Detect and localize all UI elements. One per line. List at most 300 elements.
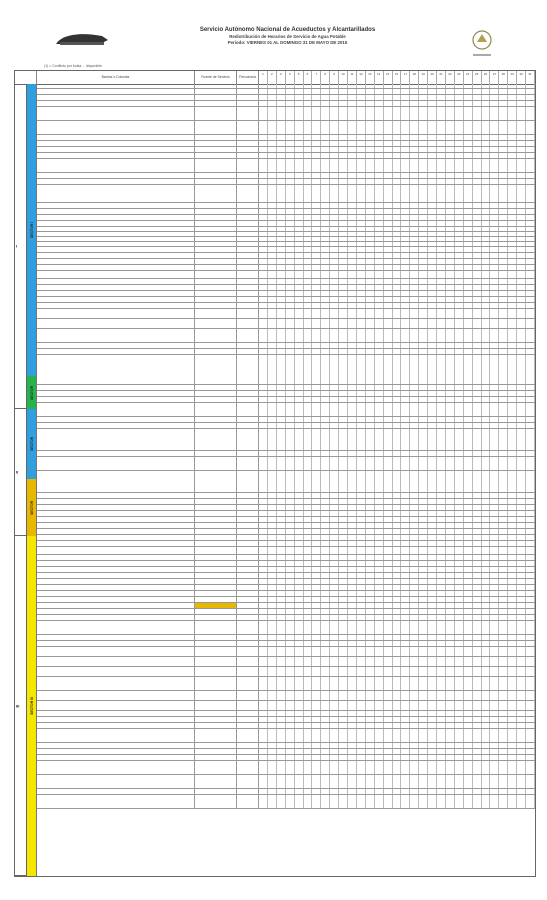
day-cell xyxy=(357,535,366,540)
day-cell xyxy=(419,775,428,788)
row-frequency-cell xyxy=(237,185,259,202)
day-cell xyxy=(304,101,313,106)
day-cell xyxy=(286,265,295,270)
day-cell xyxy=(268,227,277,231)
table-row xyxy=(37,795,535,809)
day-cell xyxy=(428,657,437,666)
day-cell xyxy=(286,457,295,470)
day-cell xyxy=(428,457,437,470)
day-cell xyxy=(464,319,473,328)
day-cell xyxy=(473,523,482,528)
day-cell xyxy=(490,253,499,258)
day-cell xyxy=(508,667,517,676)
day-cell xyxy=(455,457,464,470)
day-cell xyxy=(357,723,366,728)
day-cell xyxy=(277,107,286,120)
day-cell xyxy=(330,573,339,578)
day-cell xyxy=(384,667,393,676)
day-cell xyxy=(446,647,455,656)
day-cell xyxy=(330,591,339,596)
day-cell xyxy=(295,471,304,492)
day-cell xyxy=(312,635,321,640)
day-cell xyxy=(384,641,393,646)
day-cell xyxy=(259,541,268,546)
day-cell xyxy=(446,723,455,728)
day-cell xyxy=(304,279,313,284)
day-cell xyxy=(357,755,366,760)
day-cell xyxy=(330,711,339,716)
row-name-cell xyxy=(37,641,195,646)
day-cell xyxy=(464,789,473,794)
day-cell xyxy=(330,153,339,158)
day-cell xyxy=(321,159,330,172)
day-cell xyxy=(482,723,491,728)
day-cell xyxy=(393,635,402,640)
day-cell xyxy=(312,159,321,172)
day-cell xyxy=(357,403,366,416)
day-cell xyxy=(384,265,393,270)
day-cell xyxy=(490,391,499,396)
day-cell xyxy=(330,641,339,646)
day-cell xyxy=(482,107,491,120)
day-cell xyxy=(455,279,464,284)
day-cell xyxy=(419,555,428,560)
day-cell xyxy=(277,723,286,728)
day-cell xyxy=(464,355,473,384)
day-cell xyxy=(508,319,517,328)
day-cell xyxy=(330,561,339,566)
day-cell xyxy=(286,291,295,296)
day-cell xyxy=(526,403,535,416)
day-cell xyxy=(446,499,455,504)
day-cell xyxy=(339,471,348,492)
day-cell xyxy=(277,567,286,572)
day-cell xyxy=(508,303,517,308)
row-frequency-cell xyxy=(237,397,259,402)
day-cell xyxy=(419,761,428,774)
row-frequency-cell xyxy=(237,603,259,608)
day-cell xyxy=(304,591,313,596)
day-cell xyxy=(295,749,304,754)
day-cell xyxy=(295,309,304,318)
day-cell xyxy=(357,179,366,184)
row-name-cell xyxy=(37,227,195,231)
day-cell xyxy=(366,493,375,498)
day-cell xyxy=(499,391,508,396)
day-cell xyxy=(393,247,402,252)
row-name-cell xyxy=(37,755,195,760)
day-cell xyxy=(437,547,446,554)
day-cell xyxy=(286,253,295,258)
day-cell xyxy=(401,173,410,178)
day-cell xyxy=(464,203,473,208)
day-cell xyxy=(268,135,277,140)
day-cell xyxy=(286,215,295,220)
day-cell xyxy=(366,579,375,584)
row-name-cell xyxy=(37,242,195,246)
day-cell xyxy=(482,385,491,390)
day-cell xyxy=(437,505,446,510)
row-source-cell xyxy=(195,657,237,666)
header-day: 27 xyxy=(490,71,499,84)
day-cell xyxy=(259,309,268,318)
day-cell xyxy=(375,135,384,140)
day-cell xyxy=(499,279,508,284)
row-source-cell xyxy=(195,585,237,590)
day-cell xyxy=(428,349,437,354)
day-cell xyxy=(312,591,321,596)
day-cell xyxy=(357,303,366,308)
day-cell xyxy=(321,423,330,428)
day-cell xyxy=(401,349,410,354)
day-cell xyxy=(295,505,304,510)
day-cell xyxy=(499,567,508,572)
day-cell xyxy=(348,423,357,428)
day-cell xyxy=(464,547,473,554)
day-cell xyxy=(517,247,526,252)
day-cell xyxy=(446,209,455,214)
day-cell xyxy=(304,185,313,202)
day-cell xyxy=(490,185,499,202)
day-cell xyxy=(410,579,419,584)
day-cell xyxy=(401,635,410,640)
day-cell xyxy=(410,717,419,722)
day-cell xyxy=(375,227,384,231)
day-cell xyxy=(446,185,455,202)
day-cell xyxy=(482,423,491,428)
day-cell xyxy=(375,795,384,808)
day-cell xyxy=(357,517,366,522)
day-cell xyxy=(339,259,348,264)
row-source-cell xyxy=(195,285,237,290)
day-cell xyxy=(428,343,437,348)
day-cell xyxy=(259,511,268,516)
day-cell xyxy=(490,84,499,88)
day-cell xyxy=(295,717,304,722)
day-cell xyxy=(490,591,499,596)
day-cell xyxy=(455,185,464,202)
row-name-cell xyxy=(37,403,195,416)
day-cell xyxy=(508,271,517,278)
row-frequency-cell xyxy=(237,107,259,120)
day-cell xyxy=(446,215,455,220)
day-cell xyxy=(393,567,402,572)
day-cell xyxy=(419,471,428,492)
day-cell xyxy=(339,529,348,534)
day-cell xyxy=(339,567,348,572)
day-cell xyxy=(428,95,437,100)
day-cell xyxy=(517,729,526,742)
day-cell xyxy=(259,84,268,88)
day-cell xyxy=(428,555,437,560)
day-cell xyxy=(437,209,446,214)
day-cell xyxy=(286,657,295,666)
row-frequency-cell xyxy=(237,535,259,540)
day-cell xyxy=(508,555,517,560)
day-cell xyxy=(464,579,473,584)
day-cell xyxy=(330,529,339,534)
day-cell xyxy=(259,141,268,146)
day-cell xyxy=(259,147,268,152)
day-cell xyxy=(410,451,419,456)
day-cell xyxy=(259,749,268,754)
day-cell xyxy=(304,621,313,634)
day-cell xyxy=(455,173,464,178)
day-cell xyxy=(286,271,295,278)
day-cell xyxy=(312,349,321,354)
day-cell xyxy=(348,511,357,516)
day-cell xyxy=(490,535,499,540)
day-cell xyxy=(277,615,286,620)
table-row xyxy=(37,647,535,657)
day-cell xyxy=(437,247,446,252)
day-cell xyxy=(286,107,295,120)
day-cell xyxy=(339,535,348,540)
day-cell xyxy=(366,232,375,236)
day-cell xyxy=(259,755,268,760)
day-cell xyxy=(455,701,464,710)
day-cell xyxy=(259,729,268,742)
day-cell xyxy=(312,417,321,422)
day-cell xyxy=(384,291,393,296)
day-cell xyxy=(268,173,277,178)
row-source-cell xyxy=(195,755,237,760)
day-cell xyxy=(410,173,419,178)
day-cell xyxy=(286,591,295,596)
header-day: 28 xyxy=(499,71,508,84)
day-cell xyxy=(295,711,304,716)
day-cell xyxy=(277,297,286,302)
day-cell xyxy=(312,271,321,278)
day-cell xyxy=(277,391,286,396)
day-cell xyxy=(437,499,446,504)
day-cell xyxy=(286,84,295,88)
day-cell xyxy=(366,789,375,794)
day-cell xyxy=(366,755,375,760)
day-cell xyxy=(401,561,410,566)
day-cell xyxy=(339,215,348,220)
day-cell xyxy=(401,265,410,270)
day-cell xyxy=(330,647,339,656)
day-cell xyxy=(384,297,393,302)
day-cell xyxy=(357,135,366,140)
day-cell xyxy=(268,657,277,666)
day-cell xyxy=(295,265,304,270)
day-cell xyxy=(277,343,286,348)
day-cell xyxy=(277,89,286,94)
day-cell xyxy=(357,729,366,742)
day-cell xyxy=(339,591,348,596)
day-cell xyxy=(517,173,526,178)
day-cell xyxy=(526,179,535,184)
day-cell xyxy=(366,173,375,178)
day-cell xyxy=(446,84,455,88)
day-cell xyxy=(295,761,304,774)
day-cell xyxy=(357,597,366,602)
day-cell xyxy=(464,291,473,296)
day-cell xyxy=(321,591,330,596)
day-cell xyxy=(419,561,428,566)
day-cell xyxy=(455,451,464,456)
row-source-cell xyxy=(195,457,237,470)
day-cell xyxy=(268,232,277,236)
day-cell xyxy=(393,221,402,226)
day-cell xyxy=(384,95,393,100)
day-cell xyxy=(437,615,446,620)
day-cell xyxy=(446,711,455,716)
day-cell xyxy=(526,391,535,396)
day-cell xyxy=(339,253,348,258)
day-cell xyxy=(348,203,357,208)
day-cell xyxy=(268,259,277,264)
day-cell xyxy=(339,309,348,318)
day-cell xyxy=(268,271,277,278)
day-cell xyxy=(446,107,455,120)
day-cell xyxy=(526,297,535,302)
day-cell xyxy=(464,701,473,710)
day-cell xyxy=(312,319,321,328)
day-cell xyxy=(526,761,535,774)
day-cell xyxy=(508,185,517,202)
day-cell xyxy=(419,711,428,716)
day-cell xyxy=(375,547,384,554)
day-cell xyxy=(526,259,535,264)
day-cell xyxy=(339,153,348,158)
day-cell xyxy=(339,729,348,742)
day-cell xyxy=(446,319,455,328)
day-cell xyxy=(330,89,339,94)
day-cell xyxy=(446,471,455,492)
day-cell xyxy=(410,573,419,578)
day-cell xyxy=(482,573,491,578)
day-cell xyxy=(401,159,410,172)
day-cell xyxy=(428,635,437,640)
day-cell xyxy=(401,355,410,384)
day-cell xyxy=(286,647,295,656)
day-cell xyxy=(348,179,357,184)
day-cell xyxy=(393,397,402,402)
day-cell xyxy=(517,691,526,700)
day-cell xyxy=(330,303,339,308)
day-cell xyxy=(295,319,304,328)
day-cell xyxy=(286,641,295,646)
day-cell xyxy=(419,591,428,596)
day-cell xyxy=(393,471,402,492)
day-cell xyxy=(304,641,313,646)
day-cell xyxy=(419,493,428,498)
day-cell xyxy=(482,285,491,290)
day-cell xyxy=(482,615,491,620)
day-cell xyxy=(437,529,446,534)
row-source-cell xyxy=(195,242,237,246)
sector-band-label: SECTOR xyxy=(29,500,34,515)
day-cell xyxy=(339,121,348,134)
day-cell xyxy=(428,573,437,578)
day-cell xyxy=(428,173,437,178)
day-cell xyxy=(517,84,526,88)
day-cell xyxy=(357,203,366,208)
day-cell xyxy=(295,579,304,584)
row-source-cell xyxy=(195,667,237,676)
row-frequency-cell xyxy=(237,541,259,546)
day-cell xyxy=(455,585,464,590)
day-cell xyxy=(526,265,535,270)
day-cell xyxy=(437,271,446,278)
header-day: 9 xyxy=(330,71,339,84)
day-cell xyxy=(277,242,286,246)
day-cell xyxy=(526,107,535,120)
day-cell xyxy=(464,511,473,516)
day-cell xyxy=(526,89,535,94)
day-cell xyxy=(330,95,339,100)
row-frequency-cell xyxy=(237,723,259,728)
day-cell xyxy=(473,603,482,608)
day-cell xyxy=(384,585,393,590)
day-cell xyxy=(348,749,357,754)
day-cell xyxy=(277,775,286,788)
day-cell xyxy=(295,429,304,450)
day-cell xyxy=(499,203,508,208)
day-cell xyxy=(366,621,375,634)
day-cell xyxy=(482,677,491,690)
day-cell xyxy=(437,259,446,264)
day-cell xyxy=(446,141,455,146)
day-cell xyxy=(277,209,286,214)
day-cell xyxy=(464,349,473,354)
day-cell xyxy=(499,677,508,690)
day-cell xyxy=(464,603,473,608)
day-cell xyxy=(410,641,419,646)
row-source-cell xyxy=(195,451,237,456)
day-cell xyxy=(268,499,277,504)
day-cell xyxy=(321,253,330,258)
day-cell xyxy=(428,329,437,342)
day-cell xyxy=(526,641,535,646)
day-cell xyxy=(499,585,508,590)
day-cell xyxy=(366,153,375,158)
day-cell xyxy=(473,761,482,774)
day-cell xyxy=(410,541,419,546)
day-cell xyxy=(286,535,295,540)
day-cell xyxy=(339,755,348,760)
day-cell xyxy=(410,95,419,100)
day-cell xyxy=(366,221,375,226)
day-cell xyxy=(419,621,428,634)
day-cell xyxy=(517,451,526,456)
day-cell xyxy=(482,397,491,402)
day-cell xyxy=(259,121,268,134)
day-cell xyxy=(339,423,348,428)
day-cell xyxy=(384,755,393,760)
day-cell xyxy=(330,221,339,226)
day-cell xyxy=(330,319,339,328)
day-cell xyxy=(339,691,348,700)
day-cell xyxy=(419,173,428,178)
day-cell xyxy=(286,135,295,140)
day-cell xyxy=(304,635,313,640)
day-cell xyxy=(428,84,437,88)
day-cell xyxy=(437,677,446,690)
day-cell xyxy=(277,349,286,354)
day-cell xyxy=(312,597,321,602)
table-row xyxy=(37,775,535,789)
day-cell xyxy=(366,529,375,534)
day-cell xyxy=(384,647,393,656)
day-cell xyxy=(295,303,304,308)
day-cell xyxy=(268,159,277,172)
day-cell xyxy=(339,641,348,646)
row-source-cell xyxy=(195,761,237,774)
